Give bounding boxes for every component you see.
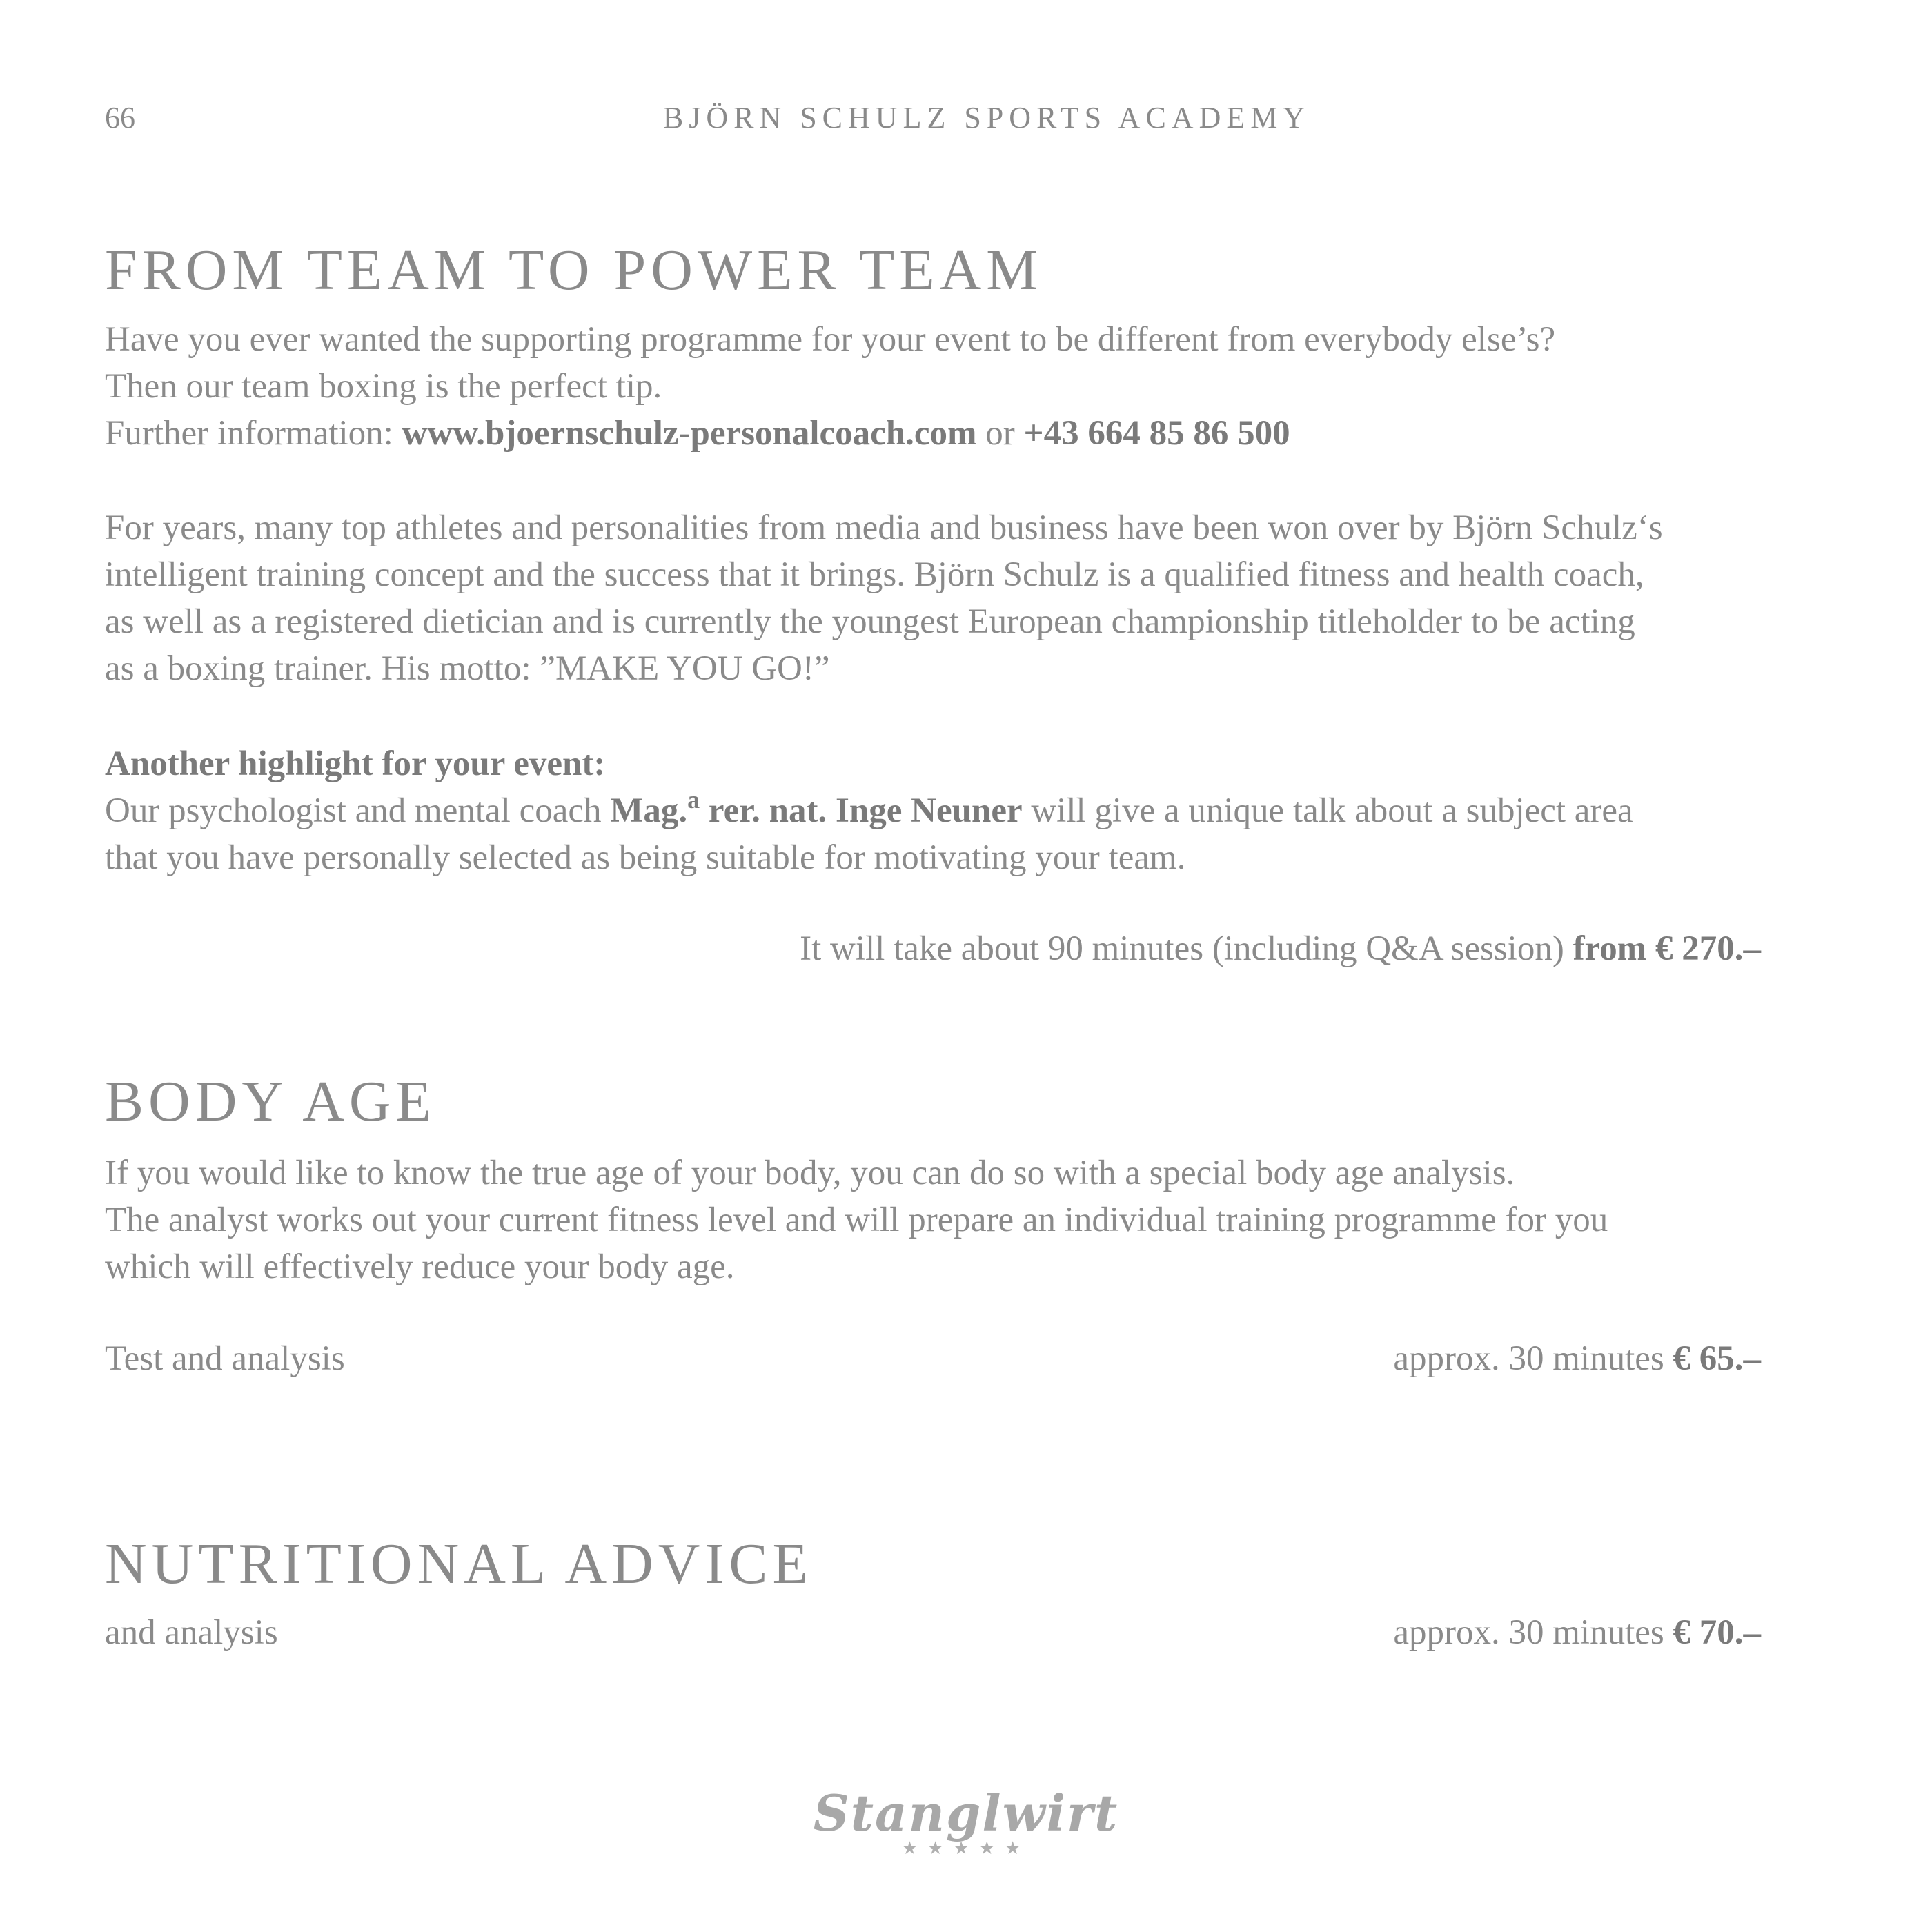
website-link[interactable]: www.bjoernschulz-personalcoach.com (402, 414, 977, 453)
running-head: BJÖRN SCHULZ SPORTS ACADEMY (662, 101, 1311, 135)
info-label: Further information: (105, 414, 402, 453)
talk-price: from € 270.– (1573, 929, 1761, 968)
star-rating-icon: ★★★★★ (901, 1838, 1031, 1858)
body-age-item-price-line (1393, 1339, 1761, 1379)
logo-wordmark: Stanglwirt (813, 1784, 1119, 1842)
about-line-4: as a boxing trainer. His motto: ”MAKE YOU GO!” (105, 649, 830, 688)
section-title-nutritional-advice: NUTRITIONAL ADVICE (105, 1532, 813, 1596)
page-number: 66 (105, 101, 135, 135)
about-line-1: For years, many top athletes and personalities from media and business have been won over by Björn Schulz‘s (105, 509, 1663, 547)
body-age-line-3: which will effectively reduce your body age. (105, 1248, 735, 1286)
highlight-line-1 (105, 787, 1816, 834)
coach-name (610, 786, 1023, 830)
nutrition-item-price-line (1393, 1613, 1761, 1653)
about-line-2: intelligent training concept and the success that it brings. Björn Schulz is a qualified fitness and health coach, (105, 555, 1644, 594)
body-age-duration: approx. 30 minutes (1393, 1339, 1673, 1378)
body-age-line-2: The analyst works out your current fitness level and will prepare an individual training programme for you (105, 1201, 1608, 1239)
body-age-item-label: Test and analysis (105, 1339, 345, 1378)
intro-paragraph (105, 316, 1816, 457)
body-age-line-1: If you would like to know the true age of your body, you can do so with a special body age analysis. (105, 1154, 1515, 1192)
body-age-paragraph (105, 1150, 1816, 1290)
stanglwirt-logo (0, 1784, 1932, 1859)
highlight-paragraph (105, 740, 1816, 881)
nutrition-price: € 70.– (1673, 1613, 1761, 1652)
intro-line-2: Then our team boxing is the perfect tip. (105, 367, 662, 406)
nutrition-item-label: and analysis (105, 1613, 278, 1652)
about-paragraph (105, 504, 1816, 692)
or-text: or (976, 414, 1024, 453)
further-info-line (105, 410, 1816, 457)
about-line-3: as well as a registered dietician and is currently the youngest European championship titleholder to be acting (105, 602, 1635, 641)
section-title-power-team: FROM TEAM TO POWER TEAM (105, 238, 1043, 302)
highlight-line-2: that you have personally selected as being suitable for motivating your team. (105, 838, 1186, 877)
coach-title: Mag. (610, 791, 688, 830)
nutrition-duration: approx. 30 minutes (1393, 1613, 1673, 1652)
section-title-body-age: BODY AGE (105, 1070, 436, 1134)
highlight-heading: Another highlight for your event: (105, 745, 606, 783)
coach-title-sup: a (687, 786, 700, 814)
intro-line-1: Have you ever wanted the supporting programme for your event to be different from everybody else’s? (105, 320, 1556, 359)
phone-number[interactable]: +43 664 85 86 500 (1023, 414, 1290, 453)
talk-price-line (800, 929, 1761, 969)
highlight-pre: Our psychologist and mental coach (105, 791, 611, 830)
talk-duration: It will take about 90 minutes (including Q&A session) (800, 929, 1573, 968)
highlight-post: will give a unique talk about a subject area (1022, 791, 1633, 830)
body-age-price: € 65.– (1673, 1339, 1761, 1378)
coach-name-rest: rer. nat. Inge Neuner (700, 791, 1023, 830)
